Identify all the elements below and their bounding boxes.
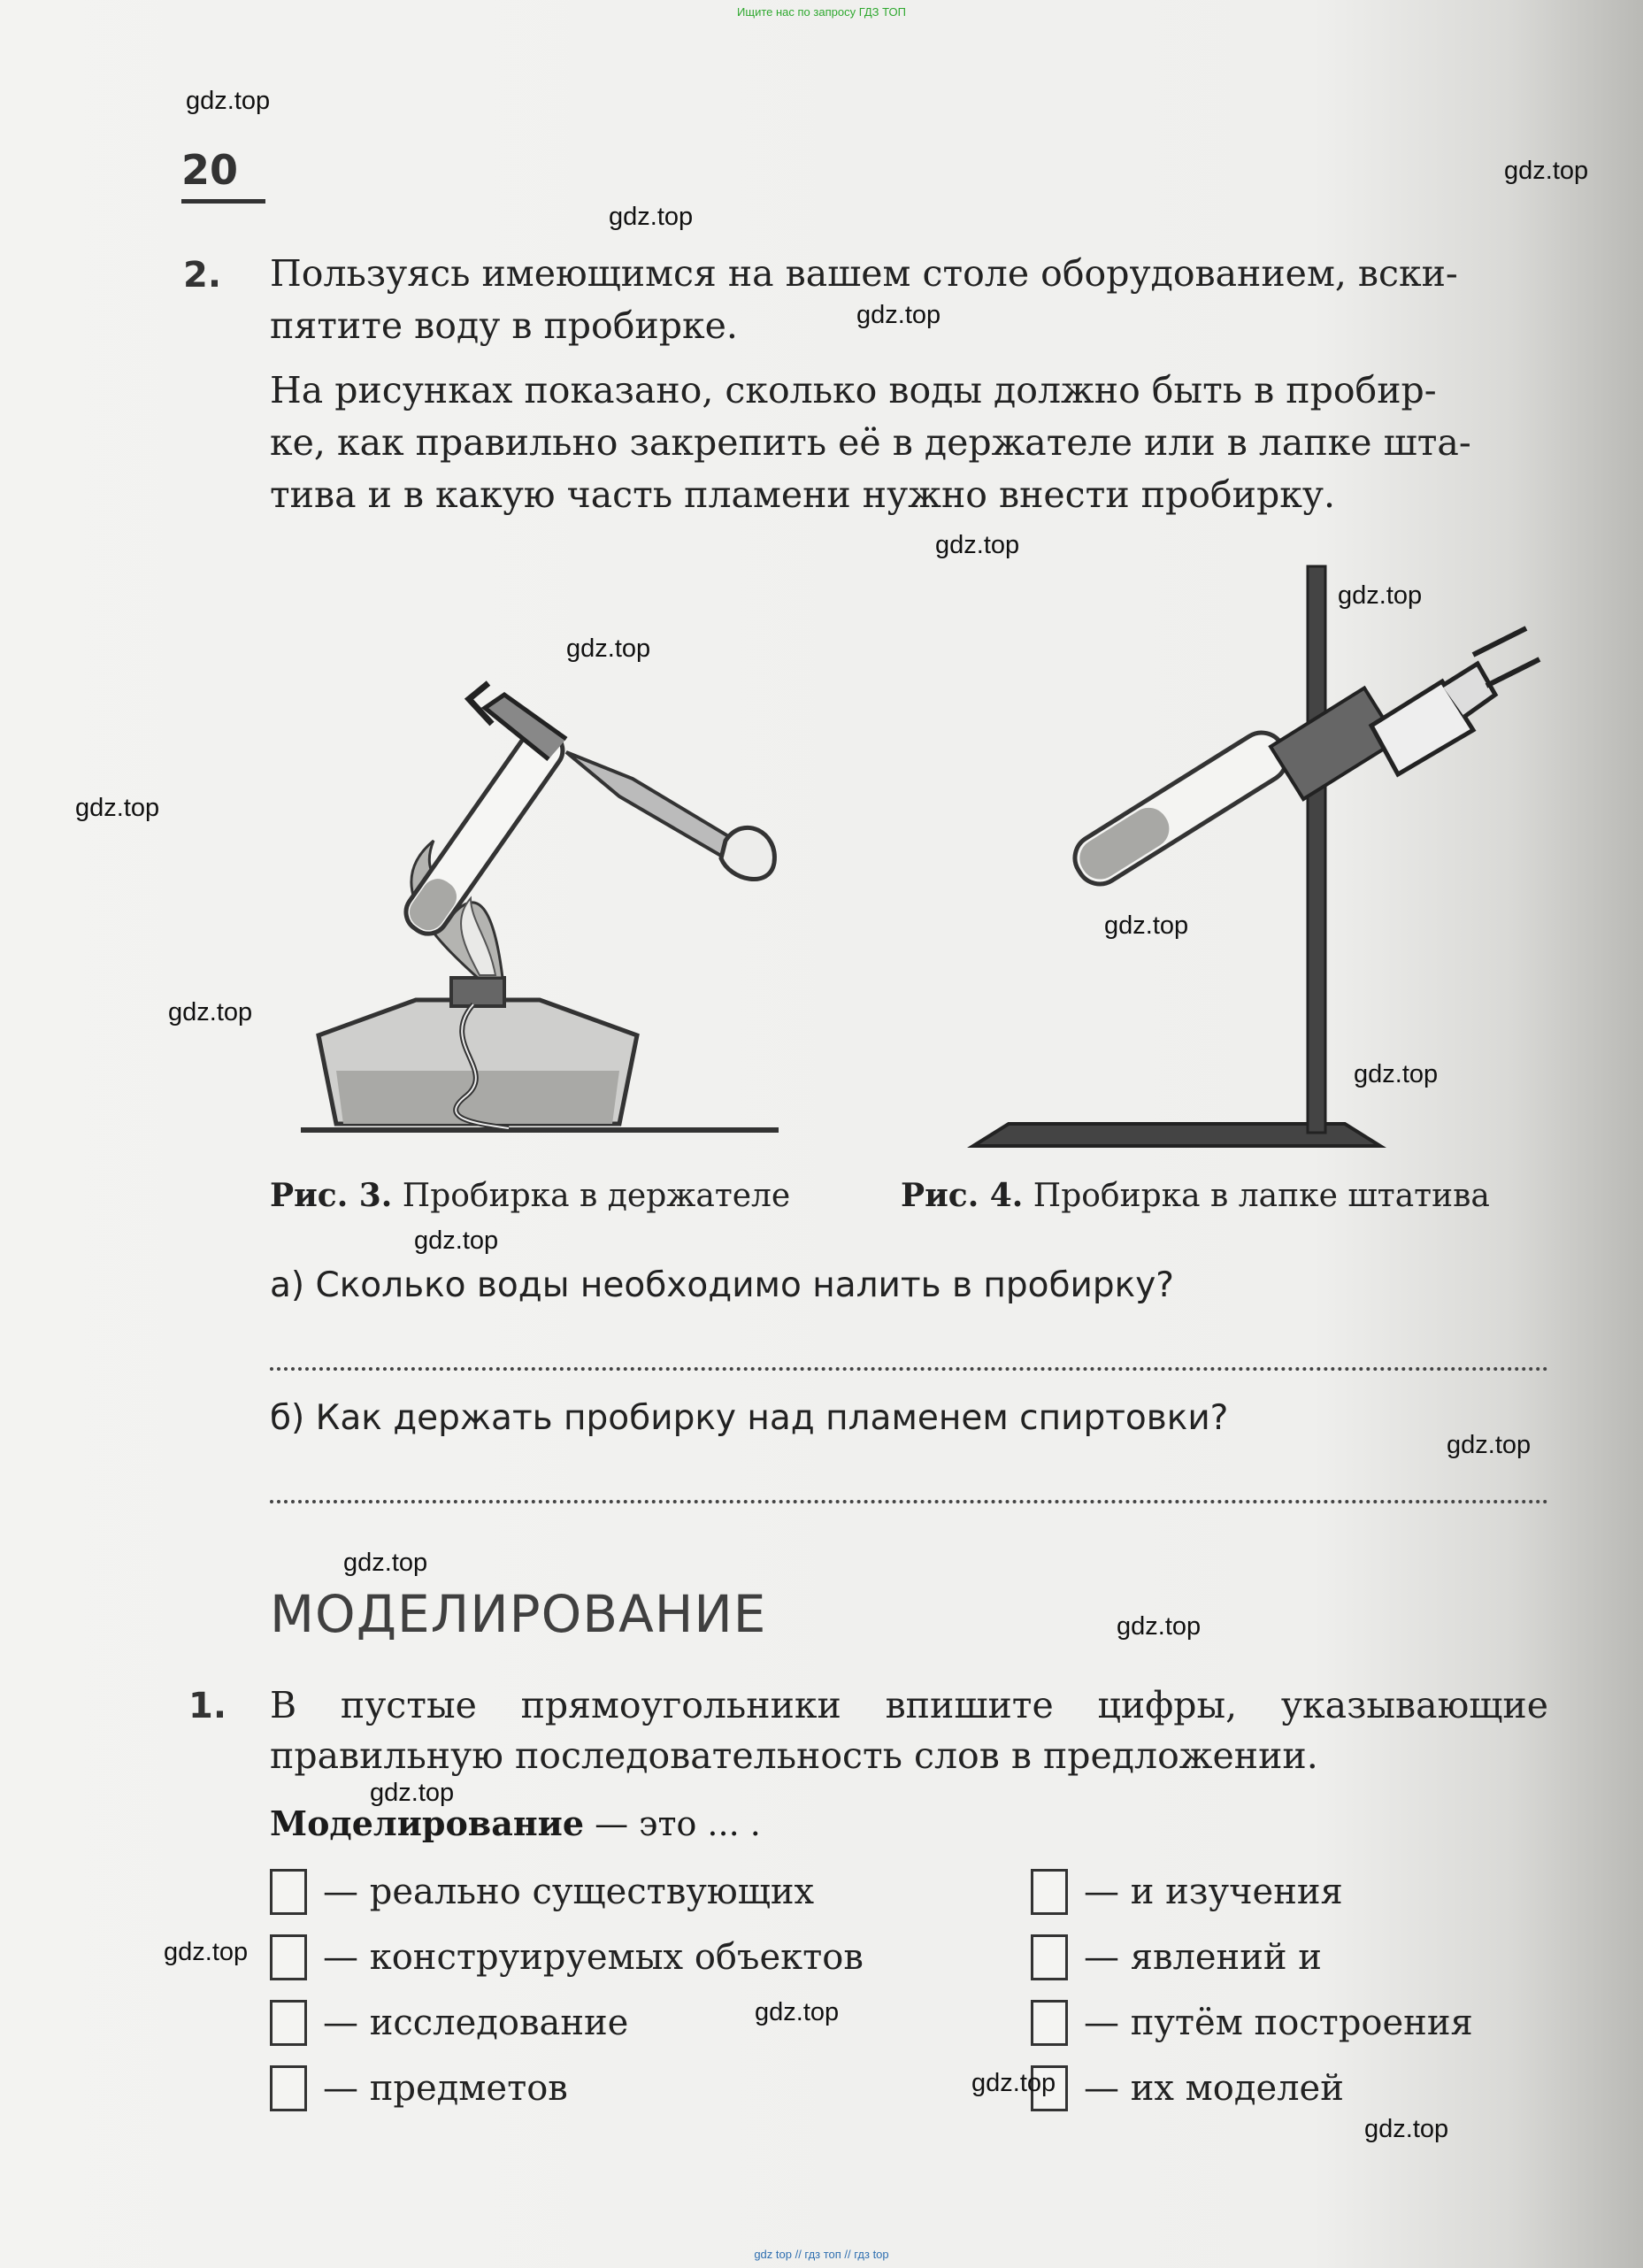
watermark: gdz.top [1447, 1431, 1532, 1459]
answer-box[interactable] [270, 1869, 307, 1915]
option-text: — путём построения [1084, 2003, 1473, 2043]
definition-term: Моделирование [270, 1803, 585, 1843]
watermark: gdz.top [1104, 911, 1189, 940]
option-left-3 [270, 2000, 628, 2046]
answer-box[interactable] [270, 1934, 307, 1980]
answer-box[interactable] [1031, 1934, 1068, 1980]
option-right-3 [1031, 2000, 1473, 2046]
question-a: а) Сколько воды необходимо налить в пробирку? [270, 1265, 1174, 1305]
watermark: gdz.top [1364, 2115, 1449, 2143]
watermark: gdz.top [566, 634, 651, 663]
watermark: gdz.top [186, 87, 271, 115]
task-2-line-2: пятите воду в пробирке. [270, 304, 738, 347]
option-text: — явлений и [1084, 1937, 1322, 1978]
option-text: — исследование [323, 2003, 629, 2043]
watermark: gdz.top [370, 1779, 455, 1807]
option-text: — реально существующих [323, 1872, 815, 1912]
watermark: gdz.top [1338, 581, 1423, 610]
bottom-banner[interactable]: gdz top // гдз топ // гдз top [754, 2248, 889, 2261]
figure-3-caption [270, 1177, 790, 1214]
page-number: 20 [181, 146, 239, 194]
answer-box[interactable] [1031, 2000, 1068, 2046]
task-1-line-1: В пустые прямоугольники впишите цифры, указывающие [270, 1684, 1548, 1726]
option-left-4 [270, 2065, 568, 2111]
watermark: gdz.top [414, 1226, 499, 1255]
figure-4-caption-text: Пробирка в лапке штатива [1033, 1178, 1490, 1214]
top-banner[interactable]: Ищите нас по запросу ГДЗ ТОП [737, 5, 906, 19]
watermark: gdz.top [935, 531, 1020, 559]
watermark: gdz.top [343, 1549, 428, 1577]
watermark: gdz.top [971, 2069, 1056, 2097]
option-text: — предметов [323, 2068, 568, 2109]
watermark: gdz.top [609, 203, 694, 231]
answer-box[interactable] [1031, 1869, 1068, 1915]
option-text: — и изучения [1084, 1872, 1343, 1912]
figure-4-caption-label: Рис. 4. [901, 1177, 1024, 1214]
option-left-2 [270, 1934, 864, 1980]
section-heading: МОДЕЛИРОВАНИЕ [270, 1584, 767, 1644]
task-2-line-5: тива и в какую часть пламени нужно внести пробирку. [270, 473, 1335, 516]
watermark: gdz.top [168, 998, 253, 1026]
answer-box[interactable] [270, 2000, 307, 2046]
answer-line-b[interactable] [270, 1500, 1548, 1503]
task-2-line-1: Пользуясь имеющимся на вашем столе оборудованием, вски- [270, 252, 1458, 295]
definition-suffix: — это ... . [584, 1804, 761, 1843]
watermark: gdz.top [164, 1938, 249, 1966]
task-2-number: 2. [183, 255, 222, 296]
option-left-1 [270, 1869, 814, 1915]
option-text: — конструируемых объектов [323, 1937, 864, 1978]
question-b: б) Как держать пробирку над пламенем спиртовки? [270, 1398, 1229, 1438]
watermark: gdz.top [1504, 157, 1589, 185]
watermark: gdz.top [856, 301, 941, 329]
definition-title [270, 1803, 761, 1843]
watermark: gdz.top [1354, 1060, 1439, 1088]
option-text: — их моделей [1084, 2068, 1344, 2109]
watermark: gdz.top [755, 1998, 840, 2026]
option-right-2 [1031, 1934, 1322, 1980]
figure-4-caption [901, 1177, 1490, 1214]
option-right-4 [1031, 2065, 1344, 2111]
answer-line-a[interactable] [270, 1367, 1548, 1371]
task-1-number: 1. [188, 1686, 227, 1726]
option-right-1 [1031, 1869, 1343, 1915]
task-2-line-3: На рисунках показано, сколько воды должно быть в пробир- [270, 369, 1437, 411]
figure-4-illustration [964, 531, 1557, 1159]
figure-3-caption-text: Пробирка в держателе [402, 1178, 791, 1214]
answer-box[interactable] [270, 2065, 307, 2111]
figure-3-illustration [283, 655, 779, 1168]
figure-3-caption-label: Рис. 3. [270, 1177, 393, 1214]
task-2-line-4: ке, как правильно закрепить её в держателе или в лапке шта- [270, 421, 1471, 464]
page-number-underline [181, 199, 265, 204]
watermark: gdz.top [1117, 1612, 1202, 1641]
task-1-line-2: правильную последовательность слов в предложении. [270, 1734, 1318, 1777]
watermark: gdz.top [75, 794, 160, 822]
